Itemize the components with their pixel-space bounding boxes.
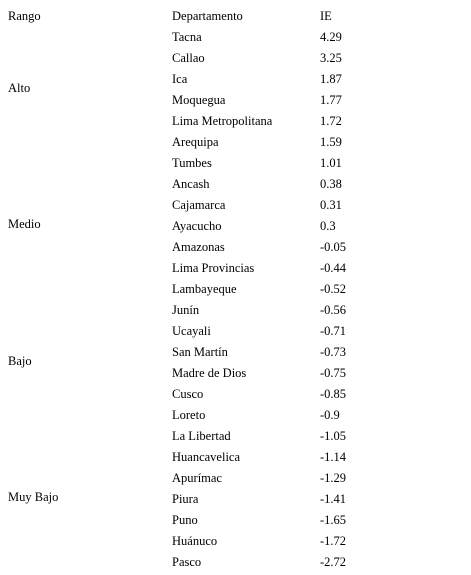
row-ie: -1.65 <box>320 513 347 527</box>
header-ie: IE <box>320 9 332 23</box>
range-label-muy-bajo: Muy Bajo <box>8 490 59 504</box>
row-departamento: San Martín <box>172 345 228 359</box>
table-row <box>0 174 471 195</box>
row-departamento: Ancash <box>172 177 210 191</box>
row-departamento: Tumbes <box>172 156 212 170</box>
row-departamento: Lima Metropolitana <box>172 114 273 128</box>
row-ie: 3.25 <box>320 51 342 65</box>
row-ie: -0.44 <box>320 261 347 275</box>
row-ie: -0.71 <box>320 324 347 338</box>
table-row <box>0 384 471 405</box>
table-row <box>0 510 471 531</box>
row-ie: -0.9 <box>320 408 340 422</box>
row-departamento: Huancavelica <box>172 450 241 464</box>
row-departamento: Lambayeque <box>172 282 237 296</box>
header-rango: Rango <box>8 9 41 23</box>
row-departamento: Madre de Dios <box>172 366 247 380</box>
row-departamento: Puno <box>172 513 198 527</box>
header-departamento: Departamento <box>172 9 243 23</box>
row-ie: -0.52 <box>320 282 347 296</box>
table-row <box>0 90 471 111</box>
table-row <box>0 237 471 258</box>
range-label-alto: Alto <box>8 81 31 95</box>
row-ie: -2.72 <box>320 555 347 569</box>
row-ie: -1.14 <box>320 450 347 464</box>
row-ie: -0.75 <box>320 366 347 380</box>
range-label-medio: Medio <box>8 217 41 231</box>
row-ie: 1.01 <box>320 156 342 170</box>
row-departamento: Loreto <box>172 408 206 422</box>
row-ie: -0.85 <box>320 387 347 401</box>
row-ie: -1.05 <box>320 429 347 443</box>
row-departamento: Callao <box>172 51 205 65</box>
row-ie: -0.73 <box>320 345 347 359</box>
row-ie: 1.77 <box>320 93 342 107</box>
row-departamento: La Libertad <box>172 429 231 443</box>
table-row <box>0 363 471 384</box>
table-row <box>0 195 471 216</box>
table-row <box>0 216 471 237</box>
row-ie: 1.72 <box>320 114 342 128</box>
table-row <box>0 531 471 552</box>
row-ie: 4.29 <box>320 30 342 44</box>
row-ie: 1.59 <box>320 135 342 149</box>
table-row <box>0 321 471 342</box>
row-departamento: Pasco <box>172 555 202 569</box>
row-departamento: Cusco <box>172 387 204 401</box>
table-row <box>0 405 471 426</box>
row-departamento: Tacna <box>172 30 202 44</box>
row-departamento: Huánuco <box>172 534 218 548</box>
table-row <box>0 426 471 447</box>
row-departamento: Apurímac <box>172 471 222 485</box>
table-row <box>0 279 471 300</box>
table-row <box>0 132 471 153</box>
row-ie: -0.56 <box>320 303 347 317</box>
table-row <box>0 447 471 468</box>
table-row <box>0 342 471 363</box>
row-ie: 0.31 <box>320 198 342 212</box>
table-row <box>0 111 471 132</box>
table-row <box>0 552 471 573</box>
table-row <box>0 468 471 489</box>
row-departamento: Moquegua <box>172 93 226 107</box>
row-departamento: Piura <box>172 492 199 506</box>
row-departamento: Ucayali <box>172 324 211 338</box>
row-departamento: Junín <box>172 303 200 317</box>
table-row <box>0 153 471 174</box>
table-row <box>0 27 471 48</box>
row-ie: 1.87 <box>320 72 342 86</box>
table-row <box>0 258 471 279</box>
table-header <box>0 6 471 27</box>
range-label-bajo: Bajo <box>8 354 32 368</box>
table-row <box>0 489 471 510</box>
row-departamento: Cajamarca <box>172 198 226 212</box>
table-row <box>0 300 471 321</box>
table-body <box>0 27 471 573</box>
row-ie: -1.72 <box>320 534 347 548</box>
table-row <box>0 48 471 69</box>
row-ie: 0.3 <box>320 219 336 233</box>
row-departamento: Ica <box>172 72 188 86</box>
row-ie: 0.38 <box>320 177 342 191</box>
row-ie: -0.05 <box>320 240 347 254</box>
table-row <box>0 69 471 90</box>
row-departamento: Arequipa <box>172 135 219 149</box>
row-ie: -1.41 <box>320 492 347 506</box>
row-ie: -1.29 <box>320 471 347 485</box>
row-departamento: Ayacucho <box>172 219 222 233</box>
row-departamento: Lima Provincias <box>172 261 255 275</box>
row-departamento: Amazonas <box>172 240 225 254</box>
